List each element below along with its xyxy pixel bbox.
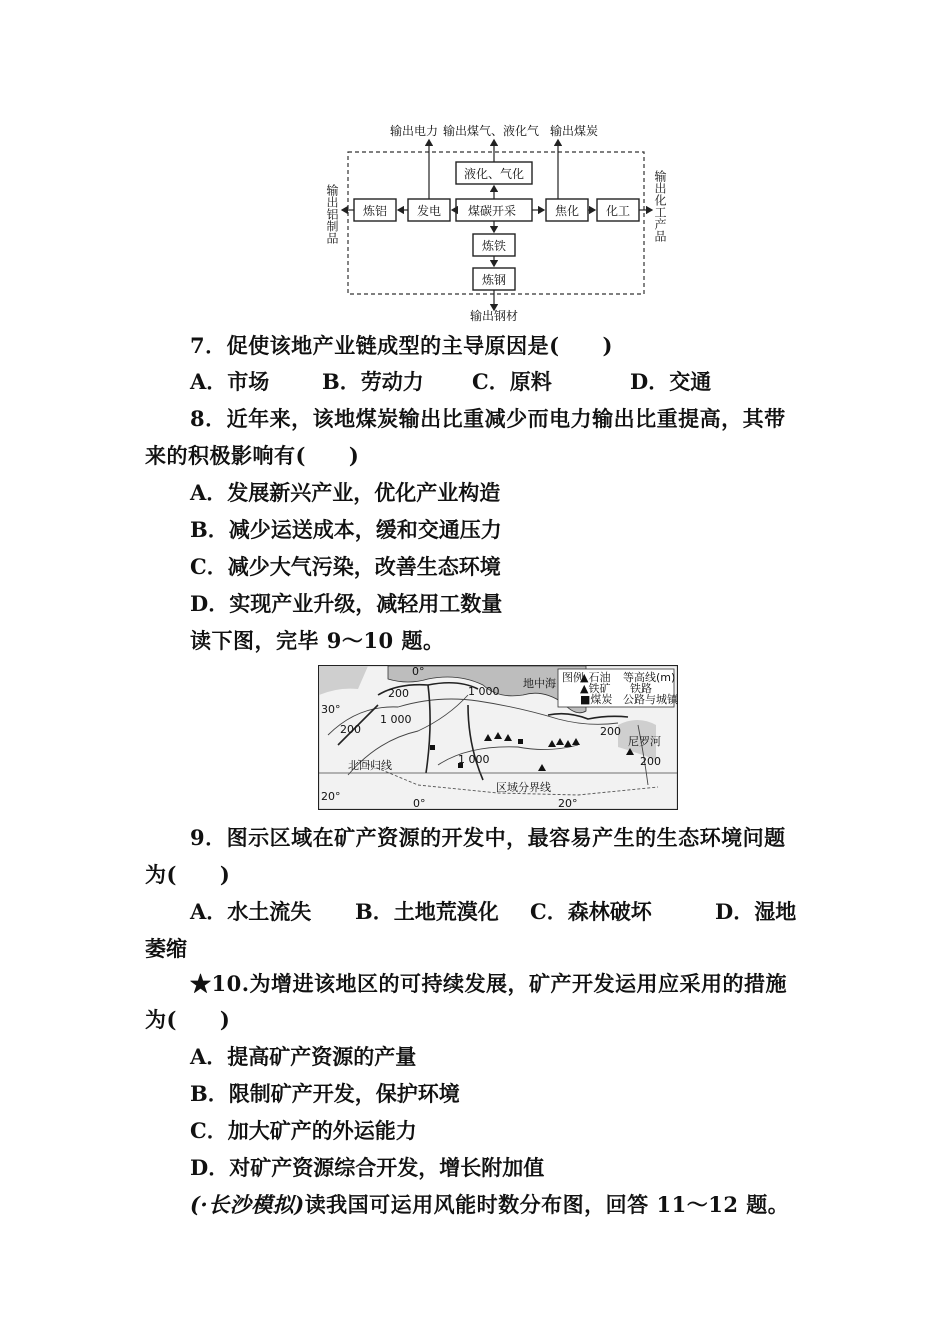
question-9-stem-1: 9．图示区域在矿产资源的开发中，最容易产生的生态环境问题 bbox=[190, 825, 786, 850]
q7-option-a: A．市场 bbox=[190, 369, 270, 394]
label-lat20: 20° bbox=[321, 790, 341, 803]
box-chemical: 化工 bbox=[606, 204, 631, 218]
question-9-stem-2: 为( ) bbox=[145, 862, 231, 887]
box-steel: 炼钢 bbox=[482, 273, 507, 287]
question-10-stem-2: 为( ) bbox=[145, 1007, 231, 1032]
legend-oil: ▲石油 bbox=[580, 671, 611, 684]
intro-text: 读我国可运用风能时数分布图，回答 11～12 题。 bbox=[304, 1192, 790, 1217]
question-10-stem-1: ★10.为增进该地区的可持续发展，矿产开发运用应采用的措施 bbox=[190, 971, 788, 996]
legend-iron: ▲铁矿 bbox=[580, 682, 611, 695]
label-contour-1000a: 1 000 bbox=[380, 713, 412, 726]
q8-option-c: C．减少大气污染，改善生态环境 bbox=[190, 554, 501, 579]
q7-option-b: B．劳动力 bbox=[322, 369, 424, 394]
label-top0: 0° bbox=[412, 665, 425, 678]
q10-option-c: C．加大矿产的外运能力 bbox=[190, 1118, 417, 1143]
label-river: 尼罗河 bbox=[628, 735, 661, 748]
label-lon0: 0° bbox=[413, 797, 426, 810]
q7-option-c: C．原料 bbox=[472, 369, 552, 394]
box-coking: 焦化 bbox=[555, 204, 580, 218]
question-8-stem-1: 8．近年来，该地煤炭输出比重减少而电力输出比重提高，其带 bbox=[190, 406, 786, 431]
industry-chain-diagram bbox=[318, 118, 678, 324]
label-contour-1000b: 1 000 bbox=[468, 685, 500, 698]
question-7-stem: 7．促使该地产业链成型的主导原因是( ) bbox=[190, 333, 613, 358]
q9-option-b: B．土地荒漠化 bbox=[355, 899, 499, 924]
source-tag: (·长沙模拟) bbox=[190, 1192, 305, 1217]
label-lat30: 30° bbox=[321, 703, 341, 716]
question-8-stem-2: 来的积极影响有( ) bbox=[145, 443, 360, 468]
label-contour-200b: 200 bbox=[388, 687, 409, 700]
legend-railway: 铁路 bbox=[630, 682, 652, 695]
q9-option-c: C．森林破坏 bbox=[530, 899, 652, 924]
output-gas-label: 输出煤气、液化气 bbox=[443, 124, 540, 138]
output-aluminum-label: 输出铝制品 bbox=[325, 184, 339, 244]
box-liquefy: 液化、气化 bbox=[464, 167, 525, 181]
output-steel-label: 输出钢材 bbox=[470, 309, 519, 323]
legend-title: 图例 bbox=[562, 671, 584, 684]
label-contour-200d: 200 bbox=[640, 755, 661, 768]
q10-option-a: A．提高矿产资源的产量 bbox=[190, 1044, 417, 1069]
label-sea: 地中海 bbox=[523, 677, 556, 690]
read-map-instruction: 读下图，完毕 9～10 题。 bbox=[190, 628, 445, 653]
q10-option-b: B．限制矿产开发，保护环境 bbox=[190, 1081, 460, 1106]
q7-option-d: D．交通 bbox=[630, 369, 712, 394]
box-coal-mining: 煤碳开采 bbox=[468, 204, 517, 218]
q10-option-d: D．对矿产资源综合开发，增长附加值 bbox=[190, 1155, 545, 1180]
question-11-intro bbox=[190, 1191, 789, 1219]
box-power: 发电 bbox=[417, 204, 442, 218]
legend-coal: ■煤炭 bbox=[580, 693, 613, 706]
label-tropic: 北回归线 bbox=[348, 759, 392, 772]
label-contour-200a: 200 bbox=[340, 723, 361, 736]
box-aluminum: 炼铝 bbox=[363, 204, 388, 218]
legend-contour: 等高线(m) bbox=[623, 671, 676, 684]
q9-option-a: A．水土流失 bbox=[190, 899, 312, 924]
label-lon20: 20° bbox=[558, 797, 578, 810]
label-contour-200c: 200 bbox=[600, 725, 621, 738]
north-africa-map bbox=[318, 665, 678, 810]
q8-option-d: D．实现产业升级，减轻用工数量 bbox=[190, 591, 503, 616]
q8-option-b: B．减少运送成本，缓和交通压力 bbox=[190, 517, 502, 542]
box-iron: 炼铁 bbox=[482, 239, 507, 253]
label-boundary: 区域分界线 bbox=[496, 781, 551, 794]
output-power-label: 输出电力 bbox=[390, 124, 439, 138]
q9-option-d: D．湿地 bbox=[715, 899, 797, 924]
q9-option-d-cont: 萎缩 bbox=[145, 936, 187, 961]
label-contour-1000c: 1 000 bbox=[458, 753, 490, 766]
output-coal-label: 输出煤炭 bbox=[550, 124, 599, 138]
q8-option-a: A．发展新兴产业，优化产业构造 bbox=[190, 480, 501, 505]
legend-road: 公路与城镇 bbox=[623, 693, 678, 706]
output-chemical-label: 输出化工产品 bbox=[653, 170, 667, 242]
